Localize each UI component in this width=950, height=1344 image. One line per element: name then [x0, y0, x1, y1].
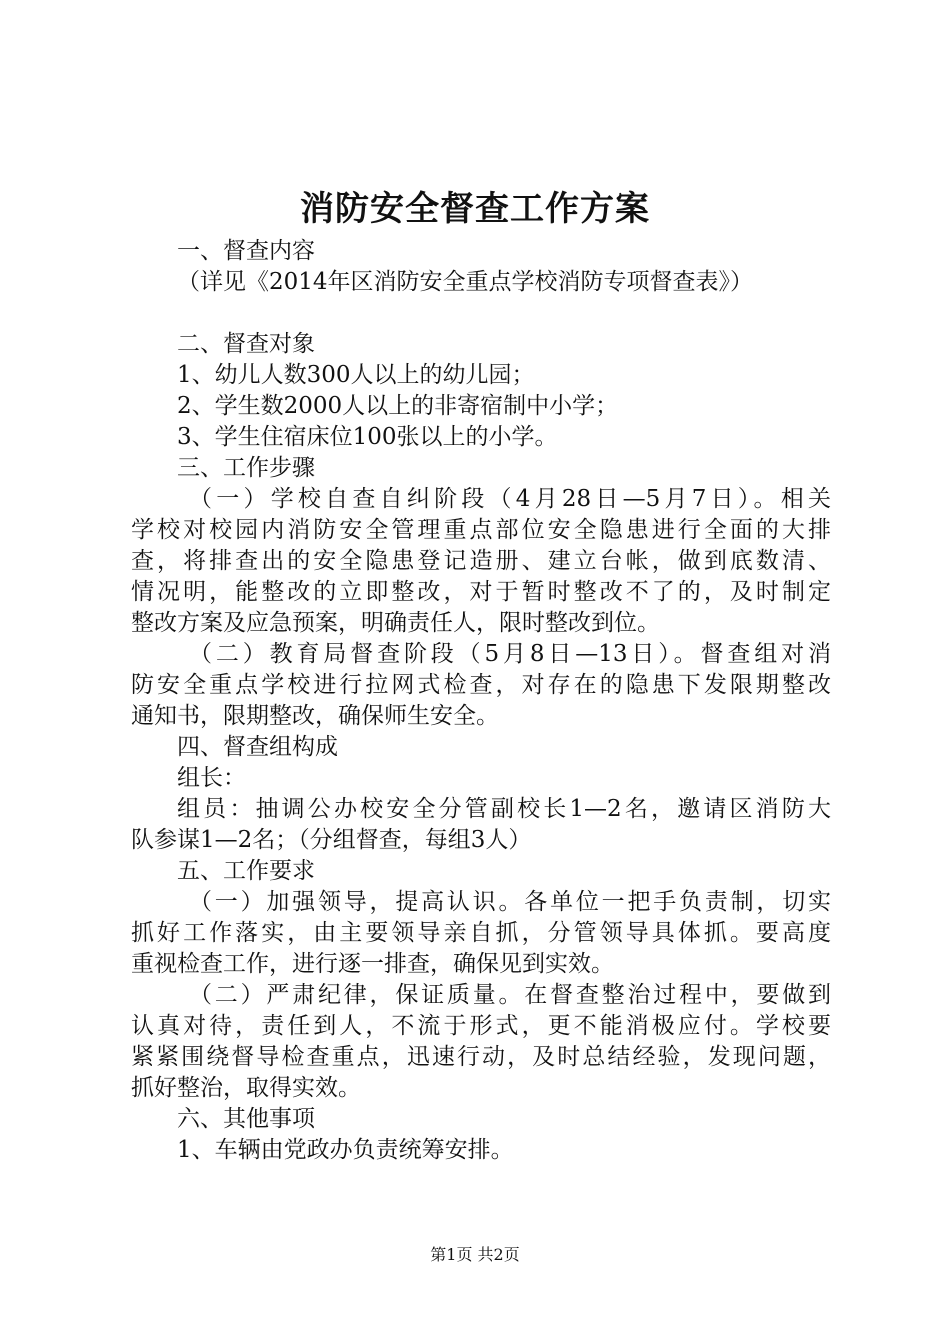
section-heading-inspection-content: 一、督查内容 [177, 238, 315, 264]
target-item-1: 1、幼儿人数300人以上的幼儿园； [177, 362, 535, 388]
section-heading-group-composition: 四、督查组构成 [177, 734, 338, 760]
paragraph-line: 队参谋1—2名；（分组督查，每组3人） [131, 827, 532, 853]
paragraph-line: （一）加强领导，提高认识。各单位一把手负责制，切实 [189, 889, 831, 915]
paragraph-line: （二）严肃纪律，保证质量。在督查整治过程中，要做到 [189, 982, 831, 1008]
paragraph-line: 防安全重点学校进行拉网式检查，对存在的隐患下发限期整改 [131, 672, 831, 698]
group-leader-line: 组长： [177, 765, 246, 791]
paragraph-line: 抓好工作落实，由主要领导亲自抓，分管领导具体抓。要高度 [131, 920, 831, 946]
paragraph-line: 紧紧围绕督导检查重点，迅速行动，及时总结经验，发现问题， [131, 1044, 831, 1070]
document-body [131, 236, 831, 1166]
paragraph-line: （一）学校自查自纠阶段（4月28日—5月7日）。相关 [189, 486, 831, 512]
other-item-1: 1、车辆由党政办负责统筹安排。 [177, 1137, 514, 1163]
paragraph-line: 查，将排查出的安全隐患登记造册、建立台帐，做到底数清、 [131, 548, 831, 574]
blank-line [131, 298, 831, 329]
paragraph-line: 整改方案及应急预案，明确责任人，限时整改到位。 [131, 610, 660, 636]
paragraph-line: 组员：抽调公办校安全分管副校长1—2名，邀请区消防大 [177, 796, 831, 822]
paragraph-line: 通知书，限期整改，确保师生安全。 [131, 703, 499, 729]
section-heading-work-requirements: 五、工作要求 [177, 858, 315, 884]
paragraph-line: 情况明，能整改的立即整改，对于暂时整改不了的，及时制定 [131, 579, 831, 605]
target-item-3: 3、学生住宿床位100张以上的小学。 [177, 424, 558, 450]
paragraph-line: 学校对校园内消防安全管理重点部位安全隐患进行全面的大排 [131, 517, 831, 543]
paragraph-line: （二）教育局督查阶段（5月8日—13日）。督查组对消 [189, 641, 831, 667]
section-heading-other-matters: 六、其他事项 [177, 1106, 315, 1132]
page-number-footer: 第1页 共2页 [430, 1245, 520, 1264]
section-heading-inspection-targets: 二、督查对象 [177, 331, 315, 357]
detail-reference-line: （详见《2014年区消防安全重点学校消防专项督查表》） [177, 269, 754, 295]
paragraph-line: 认真对待，责任到人，不流于形式，更不能消极应付。学校要 [131, 1013, 831, 1039]
section-heading-work-steps: 三、工作步骤 [177, 455, 315, 481]
document-title: 消防安全督查工作方案 [300, 189, 650, 229]
paragraph-line: 重视检查工作，进行逐一排查，确保见到实效。 [131, 951, 614, 977]
target-item-2: 2、学生数2000人以上的非寄宿制中小学； [177, 393, 619, 419]
paragraph-line: 抓好整治，取得实效。 [131, 1075, 361, 1101]
